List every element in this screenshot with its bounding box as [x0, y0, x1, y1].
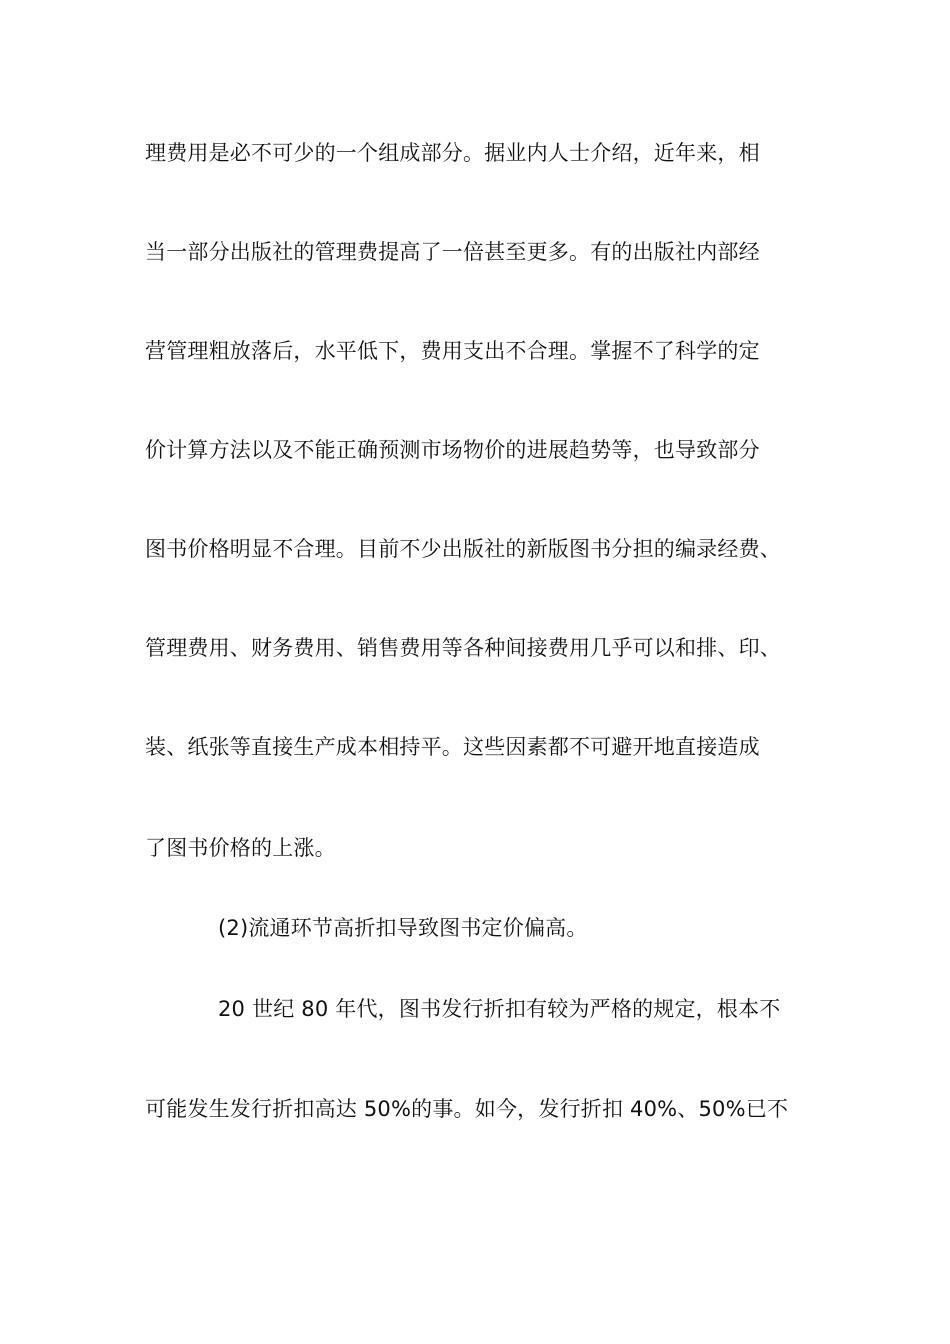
text-line-6: 管理费用、财务费用、销售费用等各种间接费用几乎可以和排、印、 [145, 636, 781, 660]
text-line-7: 装、纸张等直接生产成本相持平。这些因素都不可避开地直接造成 [145, 735, 760, 759]
text-line-10: 可能发生发行折扣高达 50%的事。如今，发行折扣 40%、50%已不 [145, 1097, 789, 1121]
text-line-5: 图书价格明显不合理。目前不少出版社的新版图书分担的编录经费、 [145, 537, 781, 561]
text-line-3: 营管理粗放落后，水平低下，费用支出不合理。掌握不了科学的定 [145, 339, 760, 363]
text-line-8: 了图书价格的上涨。 [145, 836, 336, 860]
text-line-9: 20 世纪 80 年代，图书发行折扣有较为严格的规定，根本不 [218, 997, 781, 1021]
text-line-4: 价计算方法以及不能正确预测市场物价的进展趋势等，也导致部分 [145, 438, 760, 462]
text-line-1: 理费用是必不可少的一个组成部分。据业内人士介绍，近年来，相 [145, 141, 760, 165]
section-heading: (2)流通环节高折扣导致图书定价偏高。 [218, 916, 588, 940]
text-line-2: 当一部分出版社的管理费提高了一倍甚至更多。有的出版社内部经 [145, 240, 760, 264]
